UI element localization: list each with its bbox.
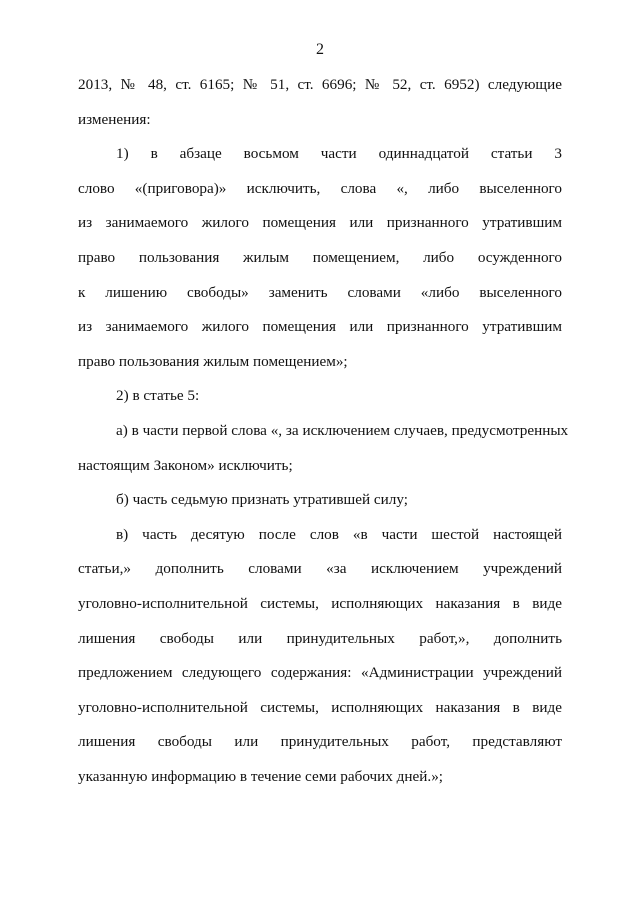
text-line: а) в части первой слова «, за исключением случаев, предусмотренных	[116, 421, 569, 439]
text-line: право пользования жилым помещением»;	[78, 352, 348, 370]
text-line: лишения свободы или принудительных работ,», дополнить	[78, 629, 562, 647]
text-line: изменения:	[78, 110, 151, 128]
text-line: уголовно-исполнительной системы, исполняющих наказания в виде	[78, 594, 562, 612]
text-line: к лишению свободы» заменить словами «либо выселенного	[78, 283, 562, 301]
text-line: 2013, № 48, ст. 6165; № 51, ст. 6696; № 52, ст. 6952) следующие	[78, 76, 562, 93]
text-line: право пользования жилым помещением, либо осужденного	[78, 248, 562, 266]
text-line: 1) в абзаце восьмом части одиннадцатой статьи 3	[116, 145, 562, 163]
text-line: предложением следующего содержания: «Администрации учреждений	[78, 664, 562, 682]
text-line: из занимаемого жилого помещения или признанного утратившим	[78, 214, 562, 232]
text-line: из занимаемого жилого помещения или признанного утратившим	[78, 318, 562, 336]
text-line: указанную информацию в течение семи рабочих дней.»;	[78, 767, 444, 785]
page-number: 2	[316, 41, 324, 58]
text-line: настоящим Законом» исключить;	[78, 456, 293, 474]
text-line: 2) в статье 5:	[116, 387, 200, 405]
text-line: уголовно-исполнительной системы, исполняющих наказания в виде	[78, 698, 562, 716]
text-line: лишения свободы или принудительных работ, представляют	[78, 733, 562, 751]
text-line: б) часть седьмую признать утратившей силу;	[116, 491, 408, 509]
text-line: статьи,» дополнить словами «за исключением учреждений	[78, 560, 562, 578]
text-line: слово «(приговора)» исключить, слова «, либо выселенного	[78, 179, 562, 197]
document-body	[78, 75, 569, 801]
text-line: в) часть десятую после слов «в части шестой настоящей	[116, 525, 562, 543]
